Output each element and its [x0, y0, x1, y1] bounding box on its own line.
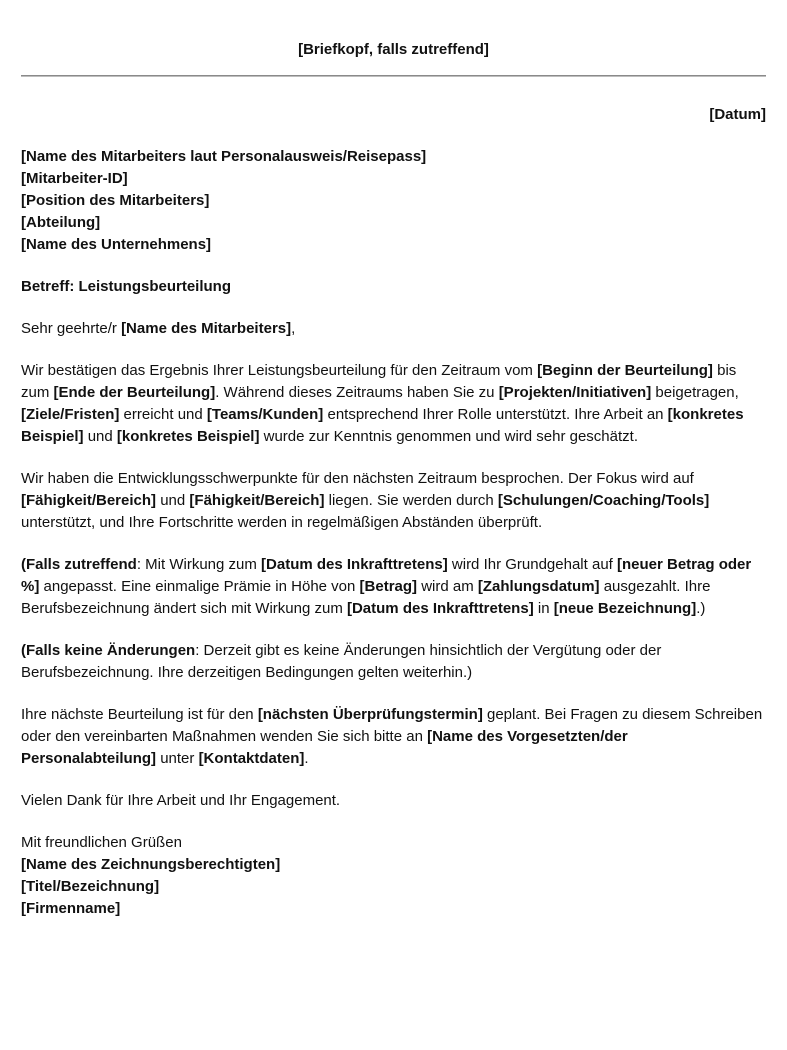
recipient-line-position: [Position des Mitarbeiters]: [21, 192, 210, 209]
thanks-paragraph: Vielen Dank für Ihre Arbeit und Ihr Engagement.: [21, 792, 341, 809]
body-paragraph-if-applicable: (Falls zutreffend: Mit Wirkung zum [Datum des Inkrafttretens] wird Ihr Grundgehalt auf [neuer Betrag oder %] angepasst. Eine einmalige Prämie in Höhe von [Betrag] wird am [Zahlungsdatum] ausgezahlt. Ihre Berufsbezeichnung ändert sich mit Wirkung zum [Datum des Inkrafttretens] in [neue Bezeichnung].): [21, 556, 752, 617]
recipient-line-id: [Mitarbeiter-ID]: [21, 170, 128, 187]
salutation: Sehr geehrte/r [Name des Mitarbeiters],: [21, 320, 296, 337]
recipient-line-department: [Abteilung]: [21, 214, 101, 231]
valediction: Mit freundlichen Grüßen: [21, 834, 182, 851]
date: [Datum]: [709, 106, 766, 123]
body-paragraph-review-result: Wir bestätigen das Ergebnis Ihrer Leistungsbeurteilung für den Zeitraum vom [Beginn der Beurteilung] bis zum [Ende der Beurteilung]. Während dieses Zeitraums haben Sie zu [Projekten/Initiativen] beigetragen, [Ziele/Fristen] erreicht und [Teams/Kunden] entsprechend Ihrer Rolle unterstützt. Ihre Arbeit an [konkretes Beispiel] und [konkretes Beispiel] wurde zur Kenntnis genommen und wird sehr geschätzt.: [21, 362, 744, 445]
divider-line: [21, 75, 766, 77]
body-paragraph-development: Wir haben die Entwicklungsschwerpunkte für den nächsten Zeitraum besprochen. Der Fokus wird auf [Fähigkeit/Bereich] und [Fähigkeit/Bereich] liegen. Sie werden durch [Schulungen/Coaching/Tools] unterstützt, und Ihre Fortschritte werden in regelmäßigen Abständen überprüft.: [21, 470, 710, 531]
signature-line-name: [Name des Zeichnungsberechtigten]: [21, 856, 281, 873]
signature-line-title: [Titel/Bezeichnung]: [21, 878, 160, 895]
recipient-line-company: [Name des Unternehmens]: [21, 236, 212, 253]
letterhead: [Briefkopf, falls zutreffend]: [298, 41, 489, 58]
recipient-line-name: [Name des Mitarbeiters laut Personalausweis/Reisepass]: [21, 148, 427, 165]
body-paragraph-next-review: Ihre nächste Beurteilung ist für den [nächsten Überprüfungstermin] geplant. Bei Fragen zu diesem Schreiben oder den vereinbarten Maßnahmen wenden Sie sich bitte an [Name des Vorgesetzten/der Personalabteilung] unter [Kontaktdaten].: [21, 706, 763, 767]
closing-block: [21, 832, 766, 920]
body-paragraph-no-changes: (Falls keine Änderungen: Derzeit gibt es keine Änderungen hinsichtlich der Vergütung oder der Berufsbezeichnung. Ihre derzeitigen Bedingungen gelten weiterhin.): [21, 642, 662, 681]
signature-line-company: [Firmenname]: [21, 900, 121, 917]
recipient-block: [21, 146, 766, 256]
subject-line: Betreff: Leistungsbeurteilung: [21, 278, 232, 295]
